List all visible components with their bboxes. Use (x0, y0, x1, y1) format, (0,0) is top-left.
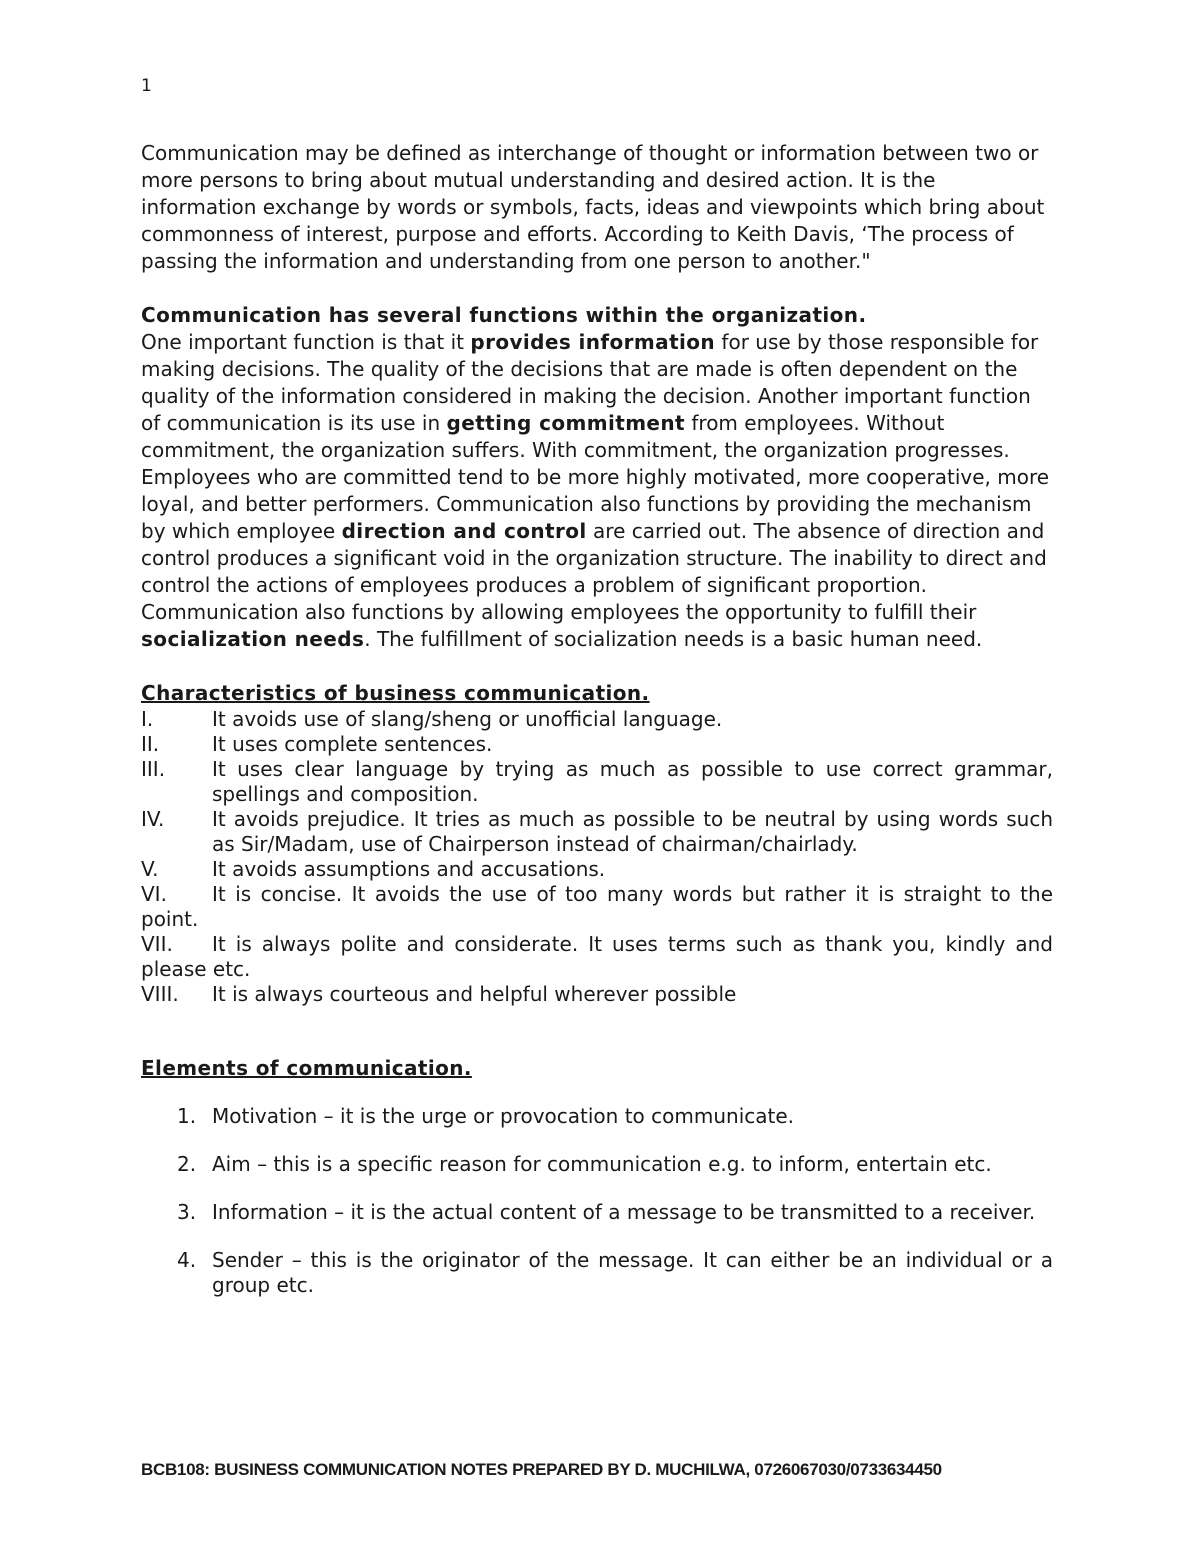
bold-provides-information: provides information (470, 330, 716, 354)
elements-heading: Elements of communication. (141, 1056, 472, 1080)
functions-heading: Communication has several functions within the organization. (141, 303, 867, 327)
document-body (141, 140, 1053, 1321)
list-item: 1. Motivation – it is the urge or provocation to communicate. (177, 1104, 795, 1128)
list-item: 3. Information – it is the actual content of a message to be transmitted to a receiver. (177, 1200, 1036, 1224)
functions-paragraph: One important function is that it provides information for use by those responsible for making decisions. The quality of the decisions that are made is often dependent on the quality of the information considered in making the decision. Another important function of communication is its use in getting commitment from employees. Without commitment, the organization suffers. With commitment, the organization progresses. Employees who are committed tend to be more highly motivated, more cooperative, more loyal, and better performers. Communication also functions by providing the mechanism by which employee direction and control are carried out. The absence of direction and control produces a significant void in the organization structure. The inability to direct and control the actions of employees produces a problem of significant proportion. Communication also functions by allowing employees the opportunity to fulfill their socialization needs. The fulfillment of socialization needs is a basic human need. (141, 330, 1050, 651)
elements-list (141, 1104, 1053, 1298)
list-item: 4. Sender – this is the originator of the message. It can either be an individual or a group etc. (177, 1248, 1053, 1297)
intro-paragraph: Communication may be defined as interchange of thought or information between two or more persons to bring about mutual understanding and desired action. It is the information exchange by words or symbols, facts, ideas and viewpoints which bring about commonness of interest, purpose and efforts. According to Keith Davis, ‘The process of passing the information and understanding from one person to another." (141, 141, 1045, 273)
list-item: VIII. It is always courteous and helpful wherever possible (141, 982, 737, 1006)
list-item: I. It avoids use of slang/sheng or unofficial language. (141, 707, 723, 731)
page-footer: BCB108: BUSINESS COMMUNICATION NOTES PREPARED BY D. MUCHILWA, 0726067030/0733634450 (141, 1460, 942, 1479)
bold-socialization-needs: socialization needs (141, 627, 365, 651)
characteristics-list (141, 707, 1053, 1007)
list-item: V. It avoids assumptions and accusations. (141, 857, 606, 881)
list-item: II. It uses complete sentences. (141, 732, 493, 756)
list-item: IV. It avoids prejudice. It tries as much as possible to be neutral by using words such as Sir/Madam, use of Chairperson instead of chairman/chairlady. (141, 807, 1053, 856)
page-number: 1 (141, 76, 152, 96)
bold-getting-commitment: getting commitment (446, 411, 686, 435)
list-item: VII. It is always polite and considerate. It uses terms such as thank you, kindly and please etc. (141, 932, 1053, 981)
list-item: 2. Aim – this is a specific reason for communication e.g. to inform, entertain etc. (177, 1152, 992, 1176)
list-item: III. It uses clear language by trying as much as possible to use correct grammar, spellings and composition. (141, 757, 1053, 806)
list-item: VI. It is concise. It avoids the use of too many words but rather it is straight to the point. (141, 882, 1053, 931)
bold-direction-control: direction and control (341, 519, 587, 543)
characteristics-heading: Characteristics of business communication. (141, 681, 650, 705)
